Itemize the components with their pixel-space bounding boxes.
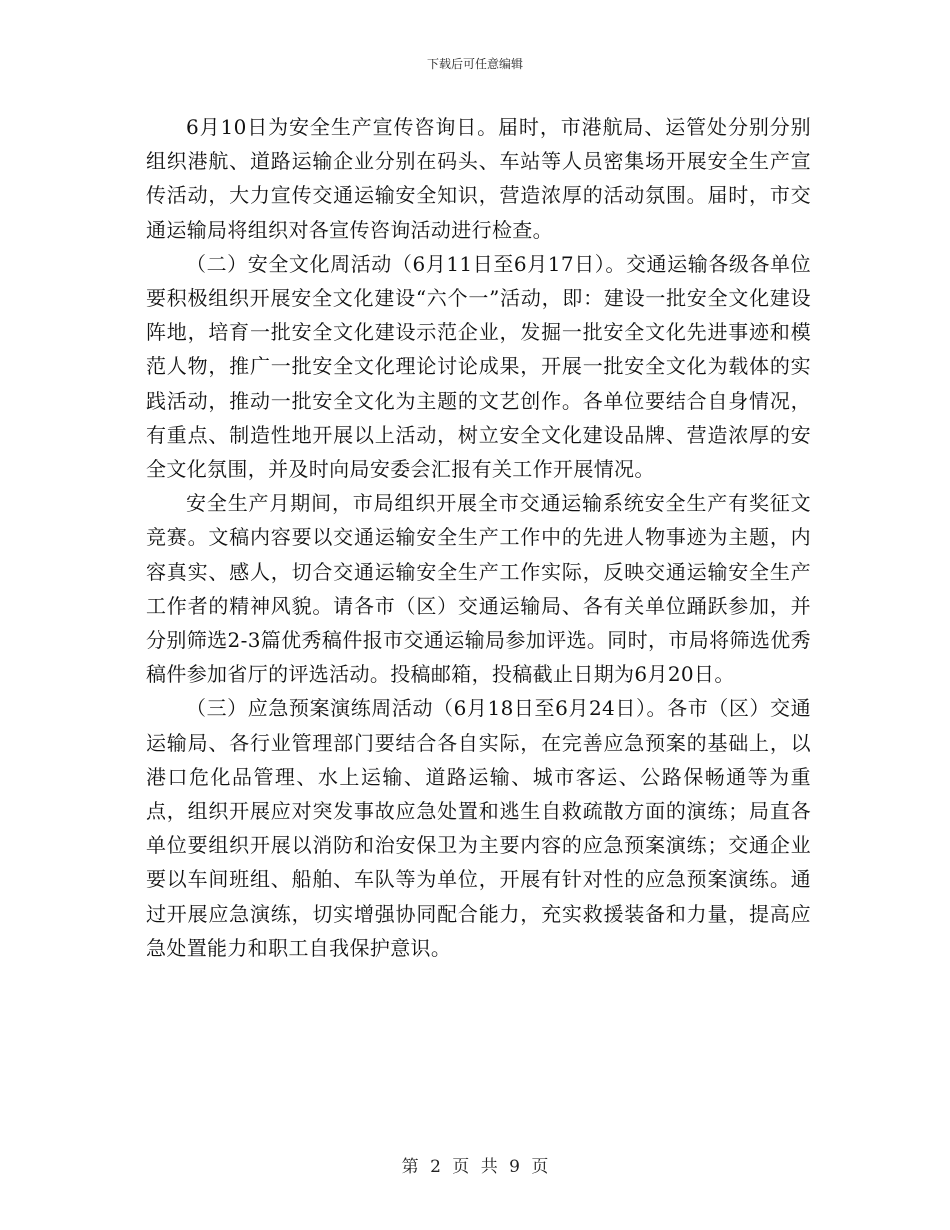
paragraph-essay-contest: 安全生产月期间，市局组织开展全市交通运输系统安全生产有奖征文竞赛。文稿内容要以交通运输安全生产工作中的先进人物事迹为主题，内容真实、感人，切合交通运输安全生产工作实际，反映交通运输安全生产工作者的精神风貌。请各市（区）交通运输局、各有关单位踊跃参加，并分别筛选2-3篇优秀稿件报市交通运输局参加评选。同时，市局将筛选优秀稿件参加省厅的评选活动。投稿邮箱，投稿截止日期为6月20日。: [146, 491, 811, 687]
document-body: [146, 110, 811, 965]
page-header: 下载后可任意编辑: [426, 57, 523, 71]
paragraph-safety-culture-week: （二）安全文化周活动（6月11日至6月17日）。交通运输各级各单位要积极组织开展安全文化建设“六个一”活动，即：建设一批安全文化建设阵地，培育一批安全文化建设示范企业，发掘一批安全文化先进事迹和模范人物，推广一批安全文化理论讨论成果，开展一批安全文化为载体的实践活动，推动一批安全文化为主题的文艺创作。各单位要结合自身情况，有重点、制造性地开展以上活动，树立安全文化建设品牌、营造浓厚的安全文化氛围，并及时向局安委会汇报有关工作开展情况。: [146, 251, 811, 482]
paragraph-publicity-day: 6月10日为安全生产宣传咨询日。届时，市港航局、运管处分别分别组织港航、道路运输企业分别在码头、车站等人员密集场开展安全生产宣传活动，大力宣传交通运输安全知识，营造浓厚的活动氛围。届时，市交通运输局将组织对各宣传咨询活动进行检查。: [146, 115, 811, 242]
page-number-footer: 第 2 页 共 9 页: [401, 1157, 549, 1177]
paragraph-emergency-drill-week: （三）应急预案演练周活动（6月18日至6月24日）。各市（区）交通运输局、各行业管理部门要结合各自实际，在完善应急预案的基础上，以港口危化品管理、水上运输、道路运输、城市客运、公路保畅通等为重点，组织开展应对突发事故应急处置和逃生自救疏散方面的演练；局直各单位要组织开展以消防和治安保卫为主要内容的应急预案演练；交通企业要以车间班组、船舶、车队等为单位，开展有针对性的应急预案演练。通过开展应急演练，切实增强协同配合能力，充实救援装备和力量，提高应急处置能力和职工自我保护意识。: [146, 696, 811, 960]
